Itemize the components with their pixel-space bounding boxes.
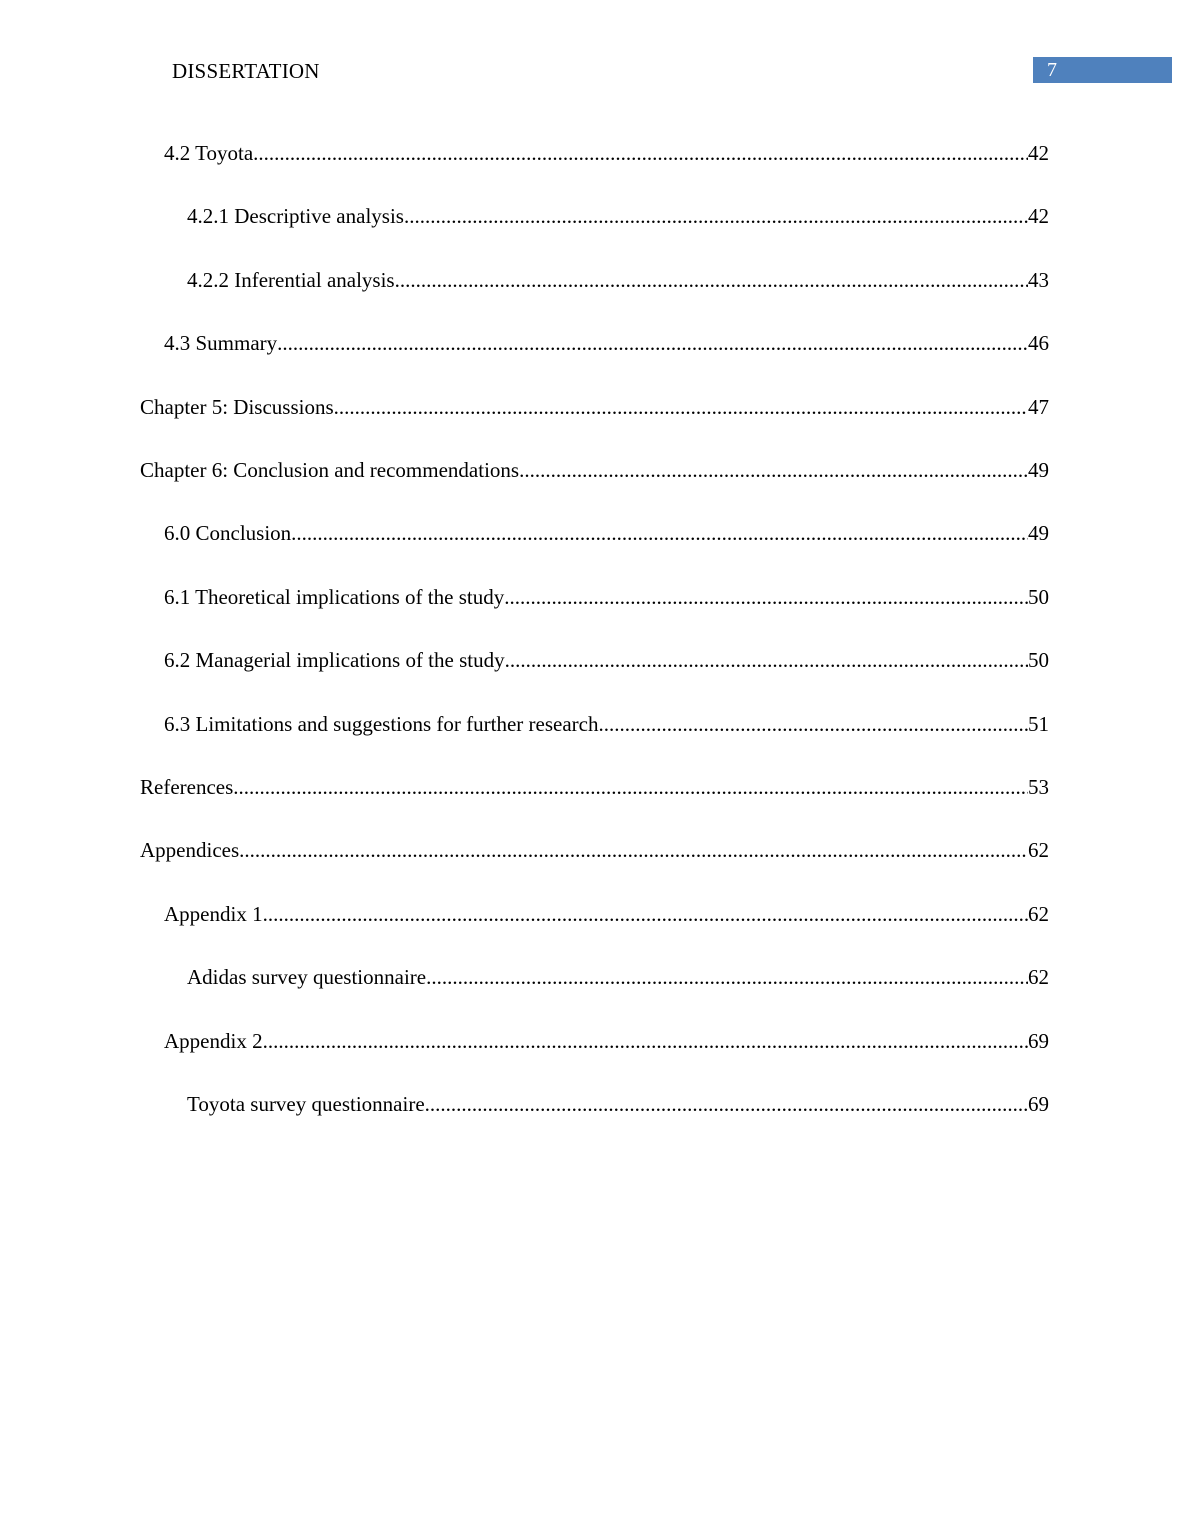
toc-dot-leader (505, 645, 1028, 675)
toc-entry[interactable] (164, 328, 1049, 358)
toc-entry-page: 42 (1028, 141, 1049, 165)
toc-entry[interactable] (164, 709, 1049, 739)
toc-dot-leader (404, 201, 1028, 231)
toc-dot-leader (598, 709, 1028, 739)
toc-entry-label: Chapter 5: Discussions (140, 395, 334, 419)
toc-entry-page: 49 (1028, 521, 1049, 545)
toc-dot-leader (263, 1026, 1028, 1056)
toc-dot-leader (425, 1089, 1028, 1119)
toc-entry[interactable] (164, 899, 1049, 929)
toc-dot-leader (239, 835, 1028, 865)
toc-entry-label: 6.0 Conclusion (164, 521, 292, 545)
toc-entry[interactable] (140, 835, 1049, 865)
toc-entry-label: Toyota survey questionnaire (187, 1092, 425, 1116)
toc-entry-page: 50 (1028, 585, 1049, 609)
running-header-title: DISSERTATION (172, 59, 320, 83)
toc-entry[interactable] (140, 772, 1049, 802)
toc-dot-leader (334, 392, 1028, 422)
page-number-badge: 7 (1033, 57, 1172, 83)
toc-entry-page: 51 (1028, 712, 1049, 736)
toc-dot-leader (263, 899, 1028, 929)
toc-entry-label: 4.2.2 Inferential analysis (187, 268, 395, 292)
toc-entry[interactable] (164, 645, 1049, 675)
toc-entry[interactable] (187, 1089, 1049, 1119)
toc-entry-page: 42 (1028, 204, 1049, 228)
toc-entry-label: Appendix 2 (164, 1029, 263, 1053)
toc-entry-page: 62 (1028, 902, 1049, 926)
toc-entry-label: 6.2 Managerial implications of the study (164, 648, 505, 672)
toc-entry-page: 46 (1028, 331, 1049, 355)
toc-entry-label: References (140, 775, 234, 799)
toc-entry-label: 4.2 Toyota (164, 141, 254, 165)
toc-dot-leader (395, 265, 1028, 295)
toc-dot-leader (277, 328, 1028, 358)
toc-entry[interactable] (187, 962, 1049, 992)
toc-entry[interactable] (187, 201, 1049, 231)
toc-entry-label: 4.3 Summary (164, 331, 278, 355)
toc-dot-leader (426, 962, 1028, 992)
toc-dot-leader (253, 138, 1028, 168)
toc-dot-leader (504, 582, 1028, 612)
toc-entry-page: 69 (1028, 1092, 1049, 1116)
toc-entry-label: 4.2.1 Descriptive analysis (187, 204, 404, 228)
toc-entry-label: Adidas survey questionnaire (187, 965, 427, 989)
toc-entry[interactable] (164, 1026, 1049, 1056)
toc-dot-leader (233, 772, 1028, 802)
toc-entry[interactable] (164, 518, 1049, 548)
toc-dot-leader (291, 518, 1028, 548)
toc-entry[interactable] (140, 392, 1049, 422)
toc-entry-page: 43 (1028, 268, 1049, 292)
toc-entry[interactable] (187, 265, 1049, 295)
toc-entry-page: 47 (1028, 395, 1049, 419)
toc-entry-page: 62 (1028, 838, 1049, 862)
toc-entry-label: Appendix 1 (164, 902, 263, 926)
toc-entry-label: 6.3 Limitations and suggestions for further research (164, 712, 599, 736)
toc-entry-label: 6.1 Theoretical implications of the study (164, 585, 505, 609)
toc-entry-label: Appendices (140, 838, 240, 862)
toc-entry[interactable] (164, 582, 1049, 612)
toc-entry-page: 69 (1028, 1029, 1049, 1053)
toc-entry-page: 49 (1028, 458, 1049, 482)
toc-dot-leader (519, 455, 1028, 485)
toc-entry[interactable] (164, 138, 1049, 168)
toc-entry-page: 62 (1028, 965, 1049, 989)
toc-entry[interactable] (140, 455, 1049, 485)
toc-entry-page: 50 (1028, 648, 1049, 672)
toc-entry-label: Chapter 6: Conclusion and recommendations (140, 458, 520, 482)
toc-entry-page: 53 (1028, 775, 1049, 799)
